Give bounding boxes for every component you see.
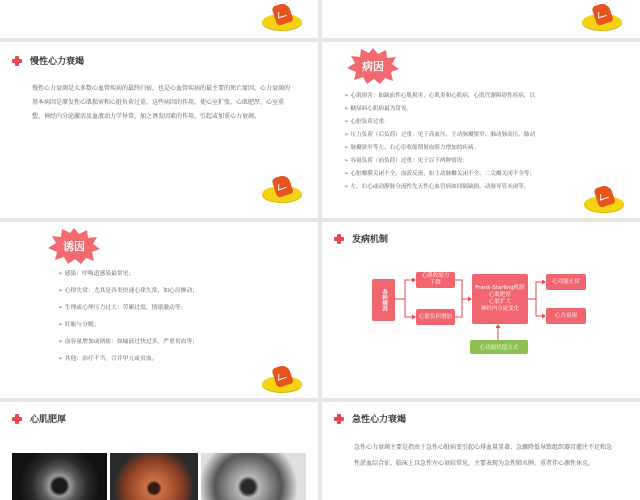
list-item: ➢ 糖尿病心肌病最为常见。 [344,103,535,116]
list-item: ➢ 心脏负荷过重： [344,116,535,129]
flow-box-compensation-mode: 心功能代偿方式 [470,340,528,354]
slide-top-left[interactable] [0,0,318,38]
slide-hypertrophy[interactable] [0,402,318,500]
trigger-list [58,266,198,368]
list-item: ➢ 血容量增加或钠盐：如输液过快过多，严重贫血等； [58,334,198,351]
slide-title: 发病机制 [352,235,389,245]
cross-icon [334,414,344,424]
slide-chronic-heart-failure[interactable] [0,42,318,218]
slide-mechanism[interactable] [322,222,640,398]
heart-3d-decoration [262,172,302,202]
badge-label: 病因 [362,60,384,73]
list-item: ➢ 左、右心或动静脉分流性先天性心血管病如间隔缺损、动脉导管未闭等。 [344,181,535,194]
heart-section-image [110,453,198,500]
list-item: ➢ 生理或心理压力过大：劳累过度，情绪激动等； [58,300,198,317]
list-item: ➢ 脉瓣狭窄等左、右心室收缩期射血阻力增加的疾病。 [344,142,535,155]
list-item: ➢ 容量负荷（前负荷）过重：见于以下两种情况： [344,155,535,168]
list-item: ➢ 心律失常：尤其是各类快速心律失常，如心房颤动； [58,283,198,300]
flow-box-failure: 心力衰竭 [546,308,586,324]
list-item: ➢ 其他：治疗不当，合并甲亢或贫血。 [58,351,198,368]
heart-3d-decoration [262,362,302,392]
heart-section-image [201,453,306,500]
flow-box-burden: 心脏负担增加 [416,309,455,325]
slide-cause[interactable] [322,42,640,218]
heart-3d-decoration [582,0,622,30]
heart-3d-decoration [262,0,302,30]
list-item: ➢ 妊娠与分娩； [58,317,198,334]
slide-title: 慢性心力衰竭 [30,57,85,67]
trigger-badge [48,228,100,264]
slide-acute-heart-failure[interactable] [322,402,640,500]
heart-section-image [12,453,107,500]
cross-icon [12,414,22,424]
flow-box-contractility: 心肌收缩力下降 [416,272,455,288]
slide-title: 急性心力衰竭 [352,415,407,425]
slide-title: 心肌肥厚 [30,415,67,425]
flow-box-causes: 各种病因 [372,279,395,321]
slide-trigger[interactable] [0,222,318,398]
slide-paragraph: 慢性心力衰竭是大多数心血管疾病的最终归宿，也是心血管疾病的最主要的死亡原因。心力衰竭的基本病因是原发性心肌损害和心脏负荷过重，这些病因的作用，使心室扩张、心肌肥厚、心室重塑、神经内分泌激活及血液动力学异常，加之诱发因素的作用，引起或加重心力衰竭。 [32,85,291,120]
slide-paragraph: 急性心力衰竭主要是指由于急性心脏病变引起心排血量显著、急骤降低导致组织器官灌注不足和急性淤血综合征。临床上以急性左心衰较常见，主要表现为急性肺水肿，重者伴心源性休克。 [354,444,613,467]
list-item: ➢ 心肌损害：如缺血性心肌损害，心肌炎和心肌病，心肌代谢障碍性疾病，以 [344,90,535,103]
flow-box-normal: 心功能正常 [546,274,586,290]
cross-icon [12,56,22,66]
list-item: ➢ 压力负荷（后负荷）过重：见于高血压、主动脉瓣狭窄、肺动脉高压、肺动 [344,129,535,142]
cause-badge [347,48,399,84]
cause-list [344,90,535,194]
badge-label: 诱因 [63,240,85,253]
flow-box-compensation: Frank-Starling机制 心肌肥厚 心脏扩大 神经内分泌变化 [472,274,528,324]
list-item: ➢ 感染：呼吸道感染最常见； [58,266,198,283]
list-item: ➢ 心脏瓣膜关闭不全，血液反流，如主动脉瓣关闭不全、二尖瓣关闭不全等； [344,168,535,181]
slide-top-right[interactable] [322,0,640,38]
heart-3d-decoration [584,182,624,212]
